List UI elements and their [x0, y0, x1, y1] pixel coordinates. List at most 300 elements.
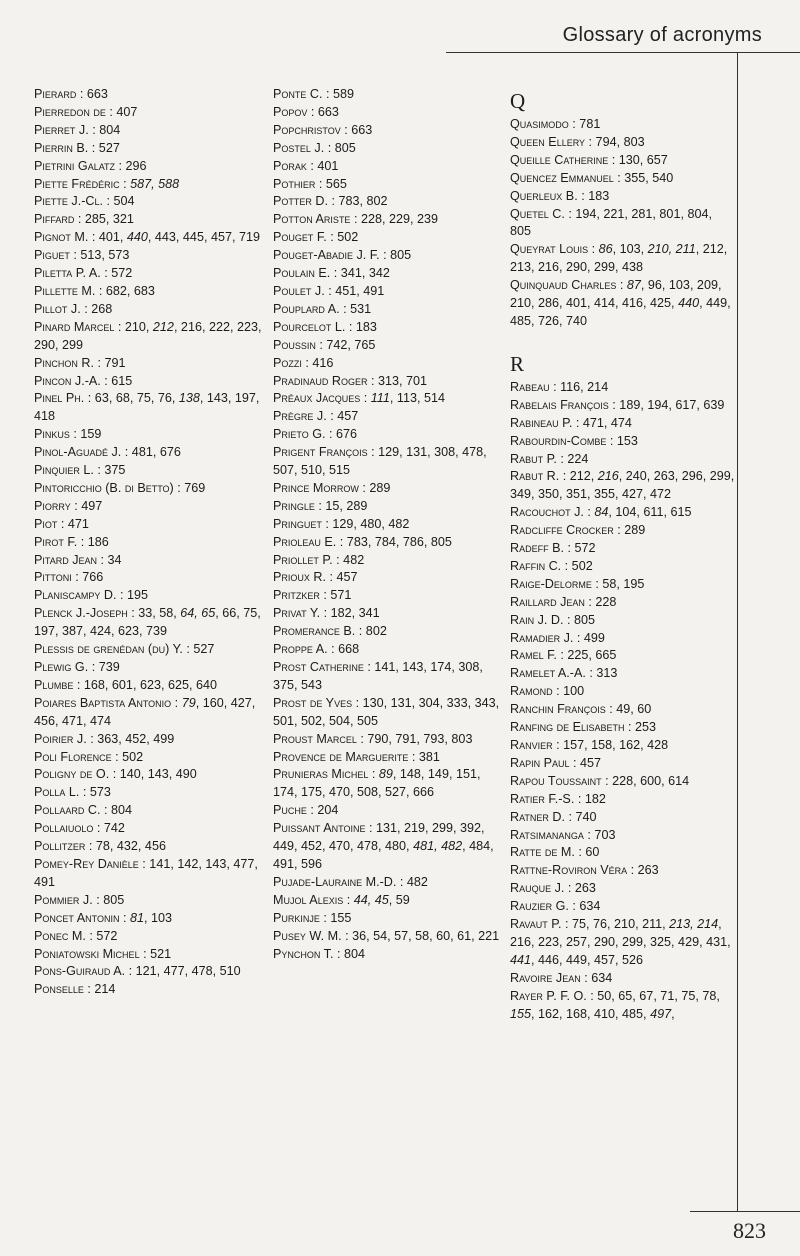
entry-page-refs: ,	[671, 1006, 675, 1021]
entry-name: Racouchot J.	[510, 505, 584, 520]
entry-name: Privat Y.	[273, 606, 321, 621]
index-entry	[34, 552, 264, 570]
entry-page-refs: : 766	[71, 570, 104, 585]
entry-name: Ravoire Jean	[510, 970, 581, 985]
index-entry	[273, 516, 503, 534]
entry-name: Pritzker	[273, 588, 320, 603]
index-entry	[510, 862, 735, 880]
entry-name: Pourcelot L.	[273, 319, 346, 334]
entry-name: Pons-Guiraud A.	[34, 964, 126, 979]
entry-page-refs-italic: 212	[152, 319, 174, 334]
entry-name: Pierard	[34, 87, 77, 101]
entry-name: Rauzier G.	[510, 899, 569, 914]
entry-page-refs-italic: 89	[378, 767, 393, 782]
entry-page-refs-italic: 111	[370, 391, 390, 406]
footer-rule	[690, 1211, 800, 1212]
index-entry	[510, 665, 735, 683]
entry-name: Piletta P. A.	[34, 266, 101, 281]
entry-name: Poulain E.	[273, 266, 331, 281]
index-entry	[273, 283, 503, 301]
entry-page-refs: : 289	[358, 480, 391, 495]
entry-page-refs: : 285, 321	[74, 212, 134, 227]
page-number: 823	[733, 1218, 766, 1243]
entry-page-refs: : 502	[561, 558, 593, 573]
entry-page-refs: , 162, 168, 410, 485,	[531, 1006, 651, 1021]
index-entry	[34, 766, 264, 784]
index-entry	[34, 462, 264, 480]
entry-page-refs: : 153	[606, 433, 638, 448]
index-entry	[273, 802, 503, 820]
entry-page-refs: : 471	[57, 516, 89, 531]
entry-page-refs: : 78, 432, 456	[85, 839, 166, 854]
index-entry	[34, 910, 264, 928]
entry-page-refs: : 742, 765	[315, 337, 376, 352]
entry-name: Rapin Paul	[510, 755, 570, 770]
entry-page-refs-italic: 86	[598, 242, 613, 257]
section-letter: Q	[510, 89, 526, 113]
entry-page-refs: : 341, 342	[330, 266, 390, 281]
index-entry	[510, 880, 735, 898]
entry-name: Poussin	[273, 337, 316, 352]
entry-name: Pradinaud Roger	[273, 373, 368, 388]
entry-page-refs: : 289	[613, 523, 646, 538]
entry-page-refs: : 703	[583, 827, 616, 842]
entry-name: Querleux B.	[510, 188, 578, 203]
entry-page-refs: : 589	[322, 87, 355, 101]
entry-page-refs-italic: 64, 65	[180, 606, 216, 621]
entry-name: Ponselle	[34, 982, 84, 997]
index-entry	[273, 534, 503, 552]
entry-name: Pinol-Aguadé J.	[34, 445, 122, 460]
title-rule	[446, 52, 800, 53]
index-entry	[34, 981, 264, 999]
entry-name: Ponec M.	[34, 928, 86, 943]
entry-page-refs: , 160, 427, 456, 471, 474	[34, 695, 256, 728]
entry-name: Pinkus	[34, 427, 70, 442]
entry-name: Pynchon T.	[273, 946, 334, 961]
page-title: Glossary of acronyms	[562, 24, 762, 46]
entry-page-refs: : 121, 477, 478, 510	[125, 964, 241, 979]
index-entry	[34, 211, 264, 229]
index-entry	[510, 522, 735, 540]
side-rule	[737, 52, 738, 1212]
index-entry	[34, 534, 264, 552]
index-entry	[510, 719, 735, 737]
index-entry	[34, 247, 264, 265]
entry-name: Prost Catherine	[273, 660, 364, 674]
section-gap	[510, 331, 735, 349]
entry-page-refs: : 129, 131, 308, 478, 507, 510, 515	[273, 445, 487, 478]
index-entry	[34, 928, 264, 946]
entry-name: Raffin C.	[510, 558, 562, 573]
entry-page-refs: : 214	[83, 982, 116, 997]
entry-name: Rapou Toussaint	[510, 773, 602, 788]
entry-name: Pouget F.	[273, 230, 327, 245]
entry-name: Pinard Marcel	[34, 319, 115, 334]
entry-page-refs: : 565	[315, 176, 347, 191]
entry-page-refs: : 34	[97, 552, 122, 567]
entry-name: Plumbe	[34, 677, 74, 692]
entry-name: Ratsimananga	[510, 827, 584, 842]
index-entry	[34, 122, 264, 140]
entry-page-refs-italic: 440	[126, 230, 148, 245]
entry-name: Pringuet	[273, 516, 322, 531]
entry-page-refs: : 572	[85, 928, 118, 943]
index-column-2	[273, 86, 503, 963]
index-entry	[510, 844, 735, 862]
entry-page-refs: : 740	[565, 809, 597, 824]
entry-page-refs: : 791	[94, 355, 126, 370]
entry-page-refs-italic: 84	[594, 505, 609, 520]
entry-page-refs: : 805	[324, 140, 356, 155]
index-entry	[510, 116, 735, 134]
entry-name: Pollaard C.	[34, 803, 101, 818]
index-entry	[34, 498, 264, 516]
index-entry	[34, 444, 264, 462]
entry-name: Ravaut P.	[510, 917, 562, 932]
entry-page-refs: , 66, 75, 197, 387, 424, 623, 739	[34, 606, 261, 639]
index-entry	[34, 677, 264, 695]
entry-page-refs: , 103	[143, 910, 172, 925]
index-entry	[34, 319, 264, 355]
index-entry	[273, 820, 503, 874]
index-entry	[34, 426, 264, 444]
entry-name: Pozzi	[273, 355, 302, 370]
entry-name: Quinquaud Charles	[510, 278, 617, 293]
entry-page-refs: : 457	[569, 755, 602, 770]
entry-name: Pringle	[273, 498, 315, 513]
index-entry	[510, 134, 735, 152]
entry-page-refs: : 313	[585, 666, 618, 681]
entry-name: Proppe A.	[273, 642, 328, 657]
entry-name: Pomey-Rey Danièle	[34, 856, 139, 871]
entry-name: Ranchin François	[510, 702, 606, 717]
entry-page-refs-italic: 138	[178, 391, 200, 406]
entry-name: Priollet P.	[273, 552, 333, 567]
entry-name: Potton Ariste	[273, 212, 351, 227]
entry-name: Potter D.	[273, 194, 328, 209]
entry-page-refs: : 781	[568, 117, 601, 131]
index-entry	[34, 140, 264, 158]
index-entry	[34, 355, 264, 373]
entry-page-refs: : 682, 683	[95, 283, 155, 298]
index-entry	[510, 433, 735, 451]
entry-name: Poniatowski Michel	[34, 946, 140, 961]
entry-page-refs: : 668	[327, 642, 360, 657]
entry-page-refs: : 228	[584, 594, 617, 609]
index-entry	[510, 540, 735, 558]
entry-page-refs: , 443, 445, 457, 719	[147, 230, 260, 245]
index-entry	[34, 86, 264, 104]
entry-page-refs: , 449, 485, 726, 740	[510, 296, 731, 328]
entry-page-refs: : 471, 474	[572, 415, 632, 430]
entry-page-refs: : 63, 68, 75, 76,	[84, 391, 179, 406]
entry-page-refs: : 313, 701	[367, 373, 428, 388]
index-entry	[273, 408, 503, 426]
index-entry	[34, 569, 264, 587]
entry-name: Pinquier L.	[34, 463, 94, 478]
entry-name: Prigent François	[273, 445, 368, 460]
entry-name: Prince Morrow	[273, 480, 359, 495]
index-entry	[273, 623, 503, 641]
index-entry	[510, 504, 735, 522]
entry-page-refs: : 100	[552, 684, 585, 699]
index-entry	[34, 731, 264, 749]
entry-page-refs: : 140, 143, 490	[109, 767, 197, 782]
entry-name: Pillot J.	[34, 301, 81, 316]
entry-page-refs: : 130, 657	[608, 152, 668, 167]
entry-name: Poirier J.	[34, 731, 87, 746]
entry-page-refs: : 228, 600, 614	[601, 773, 690, 788]
entry-page-refs: : 502	[326, 230, 359, 245]
entry-page-refs: : 129, 480, 482	[321, 516, 410, 531]
entry-page-refs: : 481, 676	[121, 445, 181, 460]
index-entry	[510, 188, 735, 206]
index-entry	[273, 247, 503, 265]
index-entry	[34, 158, 264, 176]
entry-page-refs: , 104, 611, 615	[608, 505, 692, 520]
entry-name: Popchristov	[273, 122, 341, 137]
entry-name: Pusey W. M.	[273, 928, 342, 943]
entry-page-refs: , 113, 514	[389, 391, 445, 406]
index-entry	[34, 946, 264, 964]
entry-name: Poli Florence	[34, 749, 112, 764]
index-entry	[273, 355, 503, 373]
entry-page-refs: : 363, 452, 499	[86, 731, 175, 746]
index-entry	[273, 498, 503, 516]
entry-name: Promerance B.	[273, 624, 356, 639]
index-entry	[510, 916, 735, 970]
entry-page-refs: : 33, 58,	[127, 606, 181, 621]
index-column-1	[34, 86, 264, 999]
entry-name: Prègre J.	[273, 409, 327, 424]
index-entry	[273, 86, 503, 104]
entry-name: Queen Ellery	[510, 134, 586, 149]
entry-name: Pinel Ph.	[34, 391, 85, 406]
index-entry	[34, 193, 264, 211]
entry-page-refs: : 141, 142, 143, 477, 491	[34, 856, 258, 889]
index-entry	[510, 451, 735, 469]
entry-page-refs: : 407	[105, 104, 138, 119]
entry-name: Puche	[273, 803, 307, 818]
entry-page-refs: : 805	[379, 248, 412, 263]
entry-name: Raige-Delorme	[510, 576, 592, 591]
entry-name: Plenck J.-Joseph	[34, 606, 128, 621]
entry-name: Pollitzer	[34, 839, 86, 854]
index-entry	[510, 612, 735, 630]
index-entry	[510, 558, 735, 576]
entry-name: Pirot F.	[34, 534, 78, 549]
entry-page-refs-italic: 155	[510, 1006, 532, 1021]
index-entry	[34, 373, 264, 391]
entry-page-refs: : 194, 221, 281, 801, 804, 805	[510, 206, 712, 239]
entry-name: Queille Catherine	[510, 152, 609, 167]
entry-page-refs: : 204	[306, 803, 339, 818]
entry-page-refs: : 571	[319, 588, 352, 603]
index-entry	[273, 659, 503, 695]
entry-name: Pouplard A.	[273, 301, 340, 316]
entry-page-refs: : 131, 219, 299, 392, 449, 452, 470, 478, 480,	[273, 821, 485, 854]
index-entry	[510, 773, 735, 791]
index-entry	[34, 749, 264, 767]
entry-page-refs: , 240, 263, 296, 299, 349, 350, 351, 355, 427, 472	[510, 469, 735, 502]
entry-name: Pittoni	[34, 570, 72, 585]
entry-page-refs: : 401,	[88, 230, 127, 245]
entry-page-refs: : 212,	[559, 469, 598, 484]
entry-page-refs-italic: 481, 482	[413, 839, 463, 854]
entry-name: Ramelet A.-A.	[510, 666, 586, 681]
entry-page-refs: : 769	[173, 480, 206, 495]
entry-page-refs: : 804	[88, 122, 121, 137]
entry-page-refs: : 634	[568, 899, 601, 914]
entry-page-refs: , 103,	[612, 242, 648, 257]
index-entry	[510, 898, 735, 916]
index-entry	[273, 874, 503, 892]
index-entry	[273, 301, 503, 319]
entry-page-refs: : 182, 341	[320, 606, 380, 621]
entry-name: Ratier F.-S.	[510, 791, 575, 806]
entry-name: Queyrat Louis	[510, 242, 589, 257]
index-entry	[510, 647, 735, 665]
index-entry	[273, 319, 503, 337]
index-entry	[273, 892, 503, 910]
entry-page-refs: : 663	[76, 87, 108, 101]
index-entry	[273, 373, 503, 391]
entry-name: Prieto G.	[273, 427, 326, 442]
entry-page-refs: : 58, 195	[591, 576, 645, 591]
entry-name: Planiscampy D.	[34, 588, 117, 603]
entry-name: Ratner D.	[510, 809, 566, 824]
entry-name: Rain J. D.	[510, 612, 564, 627]
entry-page-refs: : 802	[355, 624, 387, 639]
entry-name: Pinchon R.	[34, 355, 94, 370]
index-entry	[510, 737, 735, 755]
entry-name: Poncet Antonin	[34, 910, 120, 925]
entry-page-refs: : 663	[307, 104, 339, 119]
entry-name: Poligny de O.	[34, 767, 110, 782]
index-entry	[510, 397, 735, 415]
entry-name: Piguet	[34, 248, 70, 263]
entry-page-refs-italic: 497	[650, 1006, 672, 1021]
entry-name: Poiares Baptista Antonio	[34, 695, 172, 710]
entry-page-refs-italic: 81	[129, 910, 144, 925]
entry-name: Pietrini Galatz	[34, 158, 116, 173]
index-entry	[34, 784, 264, 802]
entry-page-refs-italic: 441	[510, 952, 532, 967]
entry-name: Ramadier J.	[510, 630, 574, 645]
entry-name: Rayer P. F. O.	[510, 988, 587, 1003]
entry-page-refs: , 216, 222, 223, 290, 299	[34, 319, 262, 352]
entry-name: Ponte C.	[273, 87, 323, 101]
entry-page-refs: :	[616, 278, 627, 293]
entry-name: Postel J.	[273, 140, 325, 155]
index-entry	[34, 802, 264, 820]
index-entry	[510, 809, 735, 827]
entry-page-refs-italic: 210, 211	[647, 242, 696, 257]
index-entry	[273, 552, 503, 570]
index-entry	[273, 158, 503, 176]
entry-page-refs: : 531	[339, 301, 372, 316]
index-entry	[273, 946, 503, 964]
index-entry	[273, 928, 503, 946]
entry-page-refs: : 742	[93, 821, 125, 836]
entry-name: Poulet J.	[273, 283, 325, 298]
index-entry	[34, 480, 264, 498]
index-entry	[34, 856, 264, 892]
entry-name: Rabineau P.	[510, 415, 573, 430]
index-entry	[273, 480, 503, 498]
entry-name: Prioux R.	[273, 570, 326, 585]
entry-page-refs: : 263	[627, 863, 659, 878]
index-entry	[34, 176, 264, 194]
entry-page-refs-italic: 216	[597, 469, 619, 484]
entry-page-refs: : 572	[100, 266, 133, 281]
entry-name: Provence de Marguerite	[273, 749, 409, 764]
entry-page-refs: : 15, 289	[314, 498, 368, 513]
entry-page-refs: : 183	[345, 319, 377, 334]
entry-page-refs: :	[360, 391, 371, 406]
entry-page-refs: : 499	[573, 630, 605, 645]
entry-page-refs: : 783, 802	[328, 194, 388, 209]
index-entry	[273, 104, 503, 122]
entry-name: Pignot M.	[34, 230, 89, 245]
entry-name: Radcliffe Crocker	[510, 523, 614, 538]
entry-page-refs: , 96, 103, 209, 210, 286, 401, 414, 416, 425,	[510, 278, 722, 311]
entry-name: Ranvier	[510, 738, 553, 752]
entry-page-refs: : 527	[182, 642, 215, 657]
entry-name: Prost de Yves	[273, 695, 353, 710]
entry-page-refs-italic: 79	[181, 695, 196, 710]
entry-page-refs-italic: 87	[626, 278, 641, 293]
entry-page-refs: : 497	[70, 498, 103, 513]
entry-page-refs: : 513, 573	[69, 248, 130, 263]
index-entry	[34, 820, 264, 838]
index-entry	[510, 594, 735, 612]
entry-page-refs-italic: 44, 45	[353, 892, 389, 907]
index-entry	[273, 229, 503, 247]
entry-page-refs: : 195	[116, 588, 149, 603]
entry-page-refs: : 482	[396, 874, 428, 889]
entry-page-refs-italic: 213, 214	[669, 917, 719, 932]
entry-name: Radeff B.	[510, 541, 564, 556]
entry-page-refs: : 794, 803	[585, 134, 645, 149]
index-entry	[510, 701, 735, 719]
entry-page-refs: :	[119, 910, 130, 925]
entry-page-refs: : 416	[301, 355, 334, 370]
entry-page-refs: , 484, 491, 596	[273, 839, 494, 871]
index-entry	[273, 211, 503, 229]
index-entry	[273, 731, 503, 749]
entry-page-refs: : 457	[326, 409, 359, 424]
entry-name: Quasimodo	[510, 117, 569, 131]
entry-page-refs: : 676	[325, 427, 358, 442]
entry-page-refs: : 451, 491	[324, 283, 385, 298]
index-entry	[34, 229, 264, 247]
index-entry	[273, 695, 503, 731]
index-entry	[273, 569, 503, 587]
index-entry	[34, 390, 264, 426]
entry-name: Prunieras Michel	[273, 767, 369, 782]
index-entry	[34, 838, 264, 856]
entry-page-refs: : 527	[88, 140, 120, 155]
entry-name: Pierret J.	[34, 122, 89, 137]
entry-name: Prioleau E.	[273, 534, 337, 549]
index-entry	[510, 152, 735, 170]
entry-name: Piffard	[34, 212, 75, 227]
entry-name: Pujade-Lauraine M.-D.	[273, 874, 397, 889]
index-entry	[510, 988, 735, 1024]
index-entry	[34, 587, 264, 605]
